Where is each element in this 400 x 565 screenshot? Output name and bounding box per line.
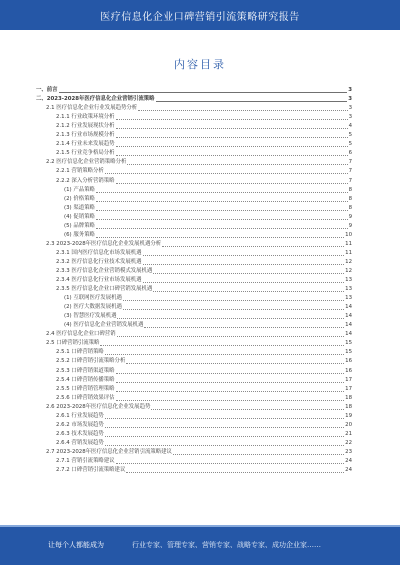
toc-page-number: 5 xyxy=(348,141,352,148)
toc-entry[interactable] xyxy=(36,321,352,330)
toc-page-number: 13 xyxy=(345,295,352,302)
toc-page-number: 12 xyxy=(345,258,352,265)
toc-dot-leader xyxy=(96,192,348,193)
toc-entry[interactable] xyxy=(36,131,352,140)
toc-dot-leader xyxy=(123,309,344,310)
toc-entry-text: (3) 智慧医疗发展机遇 xyxy=(64,313,117,320)
toc-dot-leader xyxy=(116,146,348,147)
toc-entry-text: 2.7.2 口碑营销引流策略建议 xyxy=(56,467,126,474)
toc-entry-text: 2.4 医疗信息化企业口碑营销 xyxy=(46,331,116,338)
footer-slogan: 让每个人都能成为 xyxy=(48,541,104,549)
toc-entry-text: 2.2.1 营销策略分析 xyxy=(56,168,104,175)
toc-entry[interactable] xyxy=(36,231,352,240)
toc-dot-leader xyxy=(105,173,348,174)
toc-entry-text: 2.3 2023-2028年医疗信息化企业发展机遇分析 xyxy=(46,240,162,247)
footer-accent-line xyxy=(0,525,400,527)
toc-dot-leader xyxy=(100,345,344,346)
toc-page-number: 16 xyxy=(345,367,352,374)
toc-dot-leader xyxy=(117,318,344,319)
toc-dot-leader xyxy=(116,382,345,383)
toc-dot-leader xyxy=(153,291,344,292)
toc-entry[interactable] xyxy=(36,140,352,149)
toc-dot-leader xyxy=(116,400,345,401)
toc-entry-text: 2.5.6 口碑营销效果评估 xyxy=(56,394,115,401)
toc-entry-text: 2.2.2 深入分析营销策略 xyxy=(56,177,115,184)
toc-dot-leader xyxy=(116,183,348,184)
toc-entry-text: 2.5.2 口碑营销引流策略分析 xyxy=(56,358,126,365)
toc-dot-leader xyxy=(96,237,344,238)
report-header xyxy=(0,0,400,30)
toc-page-number: 9 xyxy=(348,222,352,229)
toc-dot-leader xyxy=(156,101,348,102)
toc-dot-leader xyxy=(116,128,348,129)
toc-page-number: 17 xyxy=(345,376,352,383)
toc-page-number: 7 xyxy=(348,168,352,175)
toc-dot-leader xyxy=(96,219,348,220)
toc-page-number: 3 xyxy=(348,87,352,94)
toc-entry-text: 2.6.1 行业发展趋势 xyxy=(56,412,104,419)
toc-dot-leader xyxy=(123,300,344,301)
toc-dot-leader xyxy=(116,155,348,156)
toc-dot-leader xyxy=(126,363,344,364)
toc-entry[interactable] xyxy=(36,186,352,195)
toc-page-number: 14 xyxy=(345,313,352,320)
toc-entry[interactable] xyxy=(36,213,352,222)
toc-entry-text: 2.6 2023-2028年医疗信息化企业发展趋势 xyxy=(46,403,151,410)
toc-entry-text: 2.7 2023-2028年医疗信息化企业营销引流策略建议 xyxy=(46,448,172,455)
toc-dot-leader xyxy=(96,228,348,229)
toc-entry-text: 2.3.1 国内医疗信息化市场发展机遇 xyxy=(56,249,142,256)
toc-dot-leader xyxy=(144,327,344,328)
toc-entry-text: 2.3.5 医疗信息化企业口碑营销发展机遇 xyxy=(56,286,153,293)
toc-page-number: 5 xyxy=(348,132,352,139)
toc-page-number: 18 xyxy=(345,394,352,401)
toc-entry[interactable] xyxy=(36,376,352,385)
toc-entry[interactable] xyxy=(36,312,352,321)
toc-entry[interactable] xyxy=(36,385,352,394)
table-of-contents xyxy=(36,86,352,502)
toc-page-number: 11 xyxy=(345,249,352,256)
toc-page-number: 15 xyxy=(345,349,352,356)
toc-entry-text: 2.1 医疗信息化企业行业发展趋势分析 xyxy=(46,105,138,112)
toc-entry[interactable] xyxy=(36,240,352,249)
toc-entry-text: (1) 互联网医疗发展机遇 xyxy=(64,295,122,302)
toc-entry[interactable] xyxy=(36,457,352,466)
toc-entry[interactable] xyxy=(36,412,352,421)
toc-page-number: 3 xyxy=(348,114,352,121)
toc-entry[interactable] xyxy=(36,366,352,375)
toc-page-number: 7 xyxy=(348,159,352,166)
toc-dot-leader xyxy=(116,463,345,464)
toc-page-number: 7 xyxy=(348,177,352,184)
toc-entry[interactable] xyxy=(36,95,352,104)
toc-dot-leader xyxy=(117,336,345,337)
toc-dot-leader xyxy=(105,354,344,355)
toc-page-number: 20 xyxy=(345,421,352,428)
toc-dot-leader xyxy=(126,472,344,473)
toc-entry[interactable] xyxy=(36,330,352,339)
toc-dot-leader xyxy=(173,454,344,455)
toc-page-number: 24 xyxy=(345,467,352,474)
toc-entry-text: 2.6.3 技术发展趋势 xyxy=(56,430,104,437)
toc-entry[interactable] xyxy=(36,195,352,204)
toc-entry-text: (2) 价格策略 xyxy=(64,195,95,202)
toc-entry-text: 2.5.1 口碑营销策略 xyxy=(56,349,104,356)
toc-entry-text: 2.1.2 行业发展现状分析 xyxy=(56,123,115,130)
toc-entry[interactable] xyxy=(36,276,352,285)
toc-entry[interactable] xyxy=(36,113,352,122)
toc-entry[interactable] xyxy=(36,167,352,176)
toc-entry-text: 2.7.1 营销引流策略建议 xyxy=(56,457,115,464)
toc-entry[interactable] xyxy=(36,466,352,475)
toc-entry[interactable] xyxy=(36,294,352,303)
toc-entry[interactable] xyxy=(36,267,352,276)
toc-entry-text: (4) 医疗信息化企业营销发展机遇 xyxy=(64,322,144,329)
toc-entry-text: (2) 医疗大数据发展机遇 xyxy=(64,304,122,311)
toc-entry[interactable] xyxy=(36,439,352,448)
toc-entry[interactable] xyxy=(36,357,352,366)
toc-page-number: 12 xyxy=(345,267,352,274)
toc-page-number: 14 xyxy=(345,331,352,338)
toc-entry-text: 2.5.5 口碑营销管理策略 xyxy=(56,385,115,392)
toc-page-number: 3 xyxy=(348,105,352,112)
toc-entry[interactable] xyxy=(36,421,352,430)
toc-page-number: 23 xyxy=(345,448,352,455)
toc-page-number: 18 xyxy=(345,403,352,410)
toc-dot-leader xyxy=(143,264,345,265)
toc-entry-text: 2.5.3 口碑营销渠道策略 xyxy=(56,367,115,374)
toc-entry[interactable] xyxy=(36,258,352,267)
toc-entry[interactable] xyxy=(36,222,352,231)
footer-tagline: 行业专家、管理专家、营销专家、战略专家、成功企业家…… xyxy=(132,541,321,549)
toc-entry-text: 二、2023-2028年医疗信息化企业营销引流策略 xyxy=(36,96,155,103)
toc-dot-leader xyxy=(105,445,344,446)
report-footer xyxy=(0,525,400,565)
toc-entry[interactable] xyxy=(36,122,352,131)
toc-entry-text: (4) 促销策略 xyxy=(64,213,95,220)
toc-dot-leader xyxy=(153,273,344,274)
toc-entry-text: (6) 服务策略 xyxy=(64,231,95,238)
toc-entry-text: 一、前言 xyxy=(36,87,58,94)
toc-entry[interactable] xyxy=(36,394,352,403)
toc-dot-leader xyxy=(143,255,345,256)
toc-page-number: 17 xyxy=(345,385,352,392)
toc-entry[interactable] xyxy=(36,104,352,113)
toc-entry-text: 2.5.4 口碑营销传播策略 xyxy=(56,376,115,383)
toc-entry-text: 2.1.1 行业政策环境分析 xyxy=(56,114,115,121)
toc-entry[interactable] xyxy=(36,158,352,167)
toc-page-number: 13 xyxy=(345,277,352,284)
toc-page-number: 16 xyxy=(345,358,352,365)
toc-entry[interactable] xyxy=(36,448,352,457)
toc-dot-leader xyxy=(162,246,344,247)
toc-page-number: 24 xyxy=(345,457,352,464)
toc-page-number: 14 xyxy=(345,304,352,311)
toc-entry-text: 2.6.4 营销发展趋势 xyxy=(56,439,104,446)
toc-entry-text: (3) 渠道策略 xyxy=(64,204,95,211)
toc-dot-leader xyxy=(151,409,344,410)
toc-entry-text: 2.5 口碑营销引流策略 xyxy=(46,340,100,347)
toc-dot-leader xyxy=(116,137,348,138)
toc-dot-leader xyxy=(96,201,348,202)
toc-page-number: 11 xyxy=(345,240,352,247)
toc-page-number: 3 xyxy=(348,96,352,103)
toc-dot-leader xyxy=(138,110,347,111)
toc-entry[interactable] xyxy=(36,249,352,258)
toc-entry-text: 2.3.3 医疗信息化企业营销模式发展机遇 xyxy=(56,267,153,274)
toc-entry-text: 2.1.4 行业未来发展趋势 xyxy=(56,141,115,148)
toc-page-number: 14 xyxy=(345,322,352,329)
toc-entry-text: 2.1.3 行业市场规模分析 xyxy=(56,132,115,139)
toc-entry[interactable] xyxy=(36,86,352,95)
toc-entry[interactable] xyxy=(36,176,352,185)
toc-entry-text: 2.2 医疗信息化企业营销策略分析 xyxy=(46,159,127,166)
toc-page-number: 22 xyxy=(345,439,352,446)
toc-dot-leader xyxy=(116,119,348,120)
report-title: 医疗信息化企业口碑营销引流策略研究报告 xyxy=(100,12,300,23)
toc-page-number: 19 xyxy=(345,412,352,419)
toc-page-number: 10 xyxy=(345,231,352,238)
toc-page-number: 8 xyxy=(348,195,352,202)
toc-dot-leader xyxy=(143,282,345,283)
toc-entry-text: 2.6.2 市场发展趋势 xyxy=(56,421,104,428)
toc-dot-leader xyxy=(96,210,348,211)
toc-entry[interactable] xyxy=(36,348,352,357)
toc-entry[interactable] xyxy=(36,430,352,439)
toc-dot-leader xyxy=(105,427,344,428)
toc-entry-text: 2.3.2 医疗信息化行业技术发展机遇 xyxy=(56,258,142,265)
toc-page-number: 4 xyxy=(348,123,352,130)
toc-dot-leader xyxy=(116,391,345,392)
toc-page-number: 15 xyxy=(345,340,352,347)
toc-page-number: 21 xyxy=(345,430,352,437)
toc-dot-leader xyxy=(105,436,344,437)
toc-entry-text: 2.1.5 行业竞争格局分析 xyxy=(56,150,115,157)
toc-page-number: 6 xyxy=(348,150,352,157)
toc-page-number: 8 xyxy=(348,204,352,211)
toc-entry[interactable] xyxy=(36,303,352,312)
toc-dot-leader xyxy=(116,373,345,374)
toc-page-number: 13 xyxy=(345,286,352,293)
toc-entry-text: (5) 品牌策略 xyxy=(64,222,95,229)
toc-entry[interactable] xyxy=(36,403,352,412)
toc-entry[interactable] xyxy=(36,339,352,348)
toc-entry[interactable] xyxy=(36,285,352,294)
toc-dot-leader xyxy=(59,92,348,93)
page-title: 内容目录 xyxy=(174,58,226,71)
toc-dot-leader xyxy=(105,418,344,419)
toc-page-number: 9 xyxy=(348,213,352,220)
toc-entry[interactable] xyxy=(36,204,352,213)
toc-entry-text: 2.3.4 医疗信息化行业市场发展机遇 xyxy=(56,277,142,284)
toc-entry-text: (1) 产品策略 xyxy=(64,186,95,193)
toc-entry[interactable] xyxy=(36,149,352,158)
toc-dot-leader xyxy=(127,164,347,165)
toc-page-number: 8 xyxy=(348,186,352,193)
